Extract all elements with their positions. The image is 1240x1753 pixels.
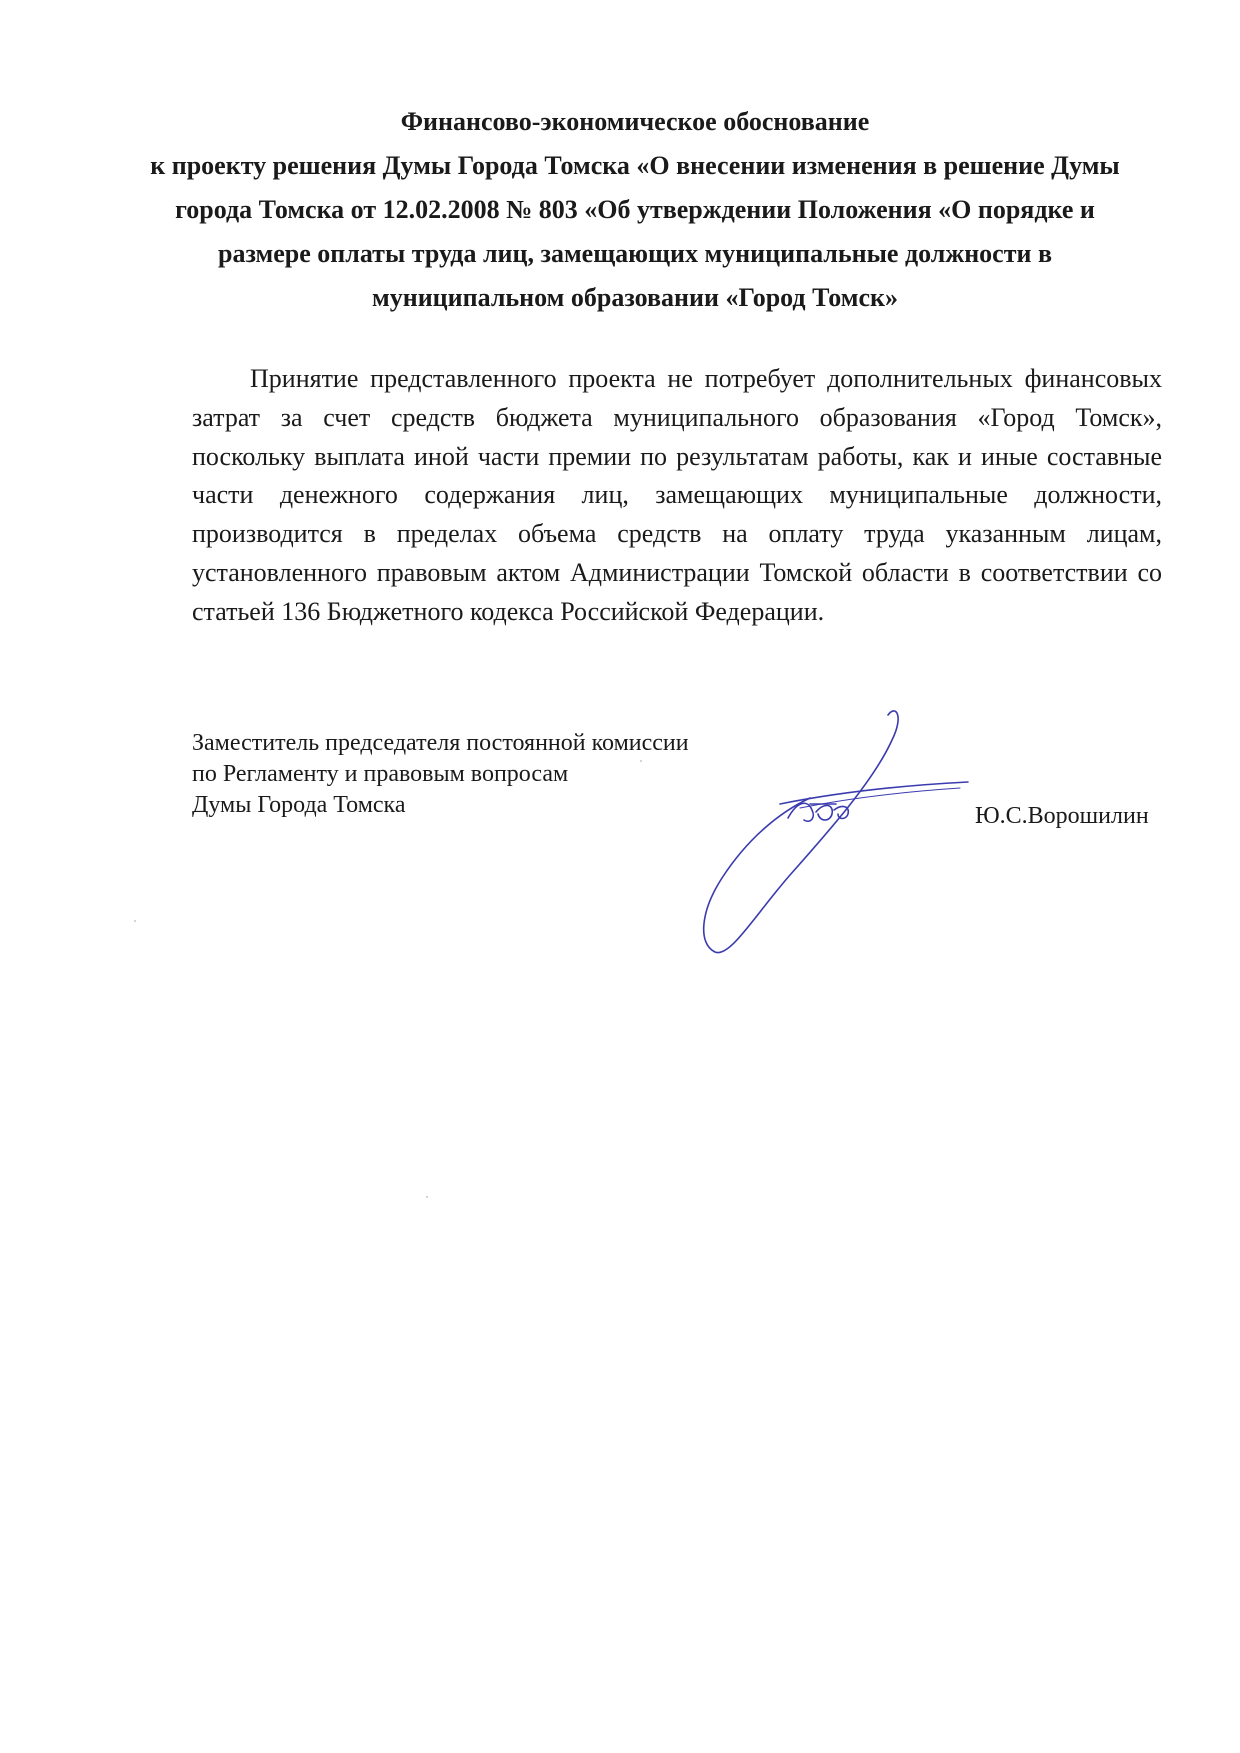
signer-position [192,728,689,821]
signature-icon [660,700,980,970]
title-line: Финансово-экономическое обоснование [400,107,870,136]
signer-position-line: Думы Города Томска [192,792,406,818]
document-title [150,100,1120,320]
scan-speck [640,760,642,762]
title-line: города Томска от 12.02.2008 № 803 «Об утверждении Положения «О порядке и [175,195,1095,224]
title-line: к проекту решения Думы Города Томска «О внесении изменения в решение Думы [150,151,1120,180]
scan-speck [426,1196,428,1198]
signer-name: Ю.С.Ворошилин [975,803,1149,829]
scan-speck [134,920,136,922]
title-line: размере оплаты труда лиц, замещающих муниципальные должности в [217,239,1053,268]
title-line: муниципальном образовании «Город Томск» [372,283,898,312]
signer-position-line: Заместитель председателя постоянной комиссии [192,730,689,756]
signer-position-line: по Регламенту и правовым вопросам [192,761,569,787]
body-paragraph: Принятие представленного проекта не потребует дополнительных финансовых затрат за счет средств бюджета муниципального образования «Город Томск», поскольку выплата иной части премии по результатам работы, как и иные составные части денежного содержания лиц, замещающих муниципальные должности, производится в пределах объема средств на оплату труда указанным лицам, установленного правовым актом Администрации Томской области в соответствии со статьей 136 Бюджетного кодекса Российской Федерации. [192,364,1162,626]
